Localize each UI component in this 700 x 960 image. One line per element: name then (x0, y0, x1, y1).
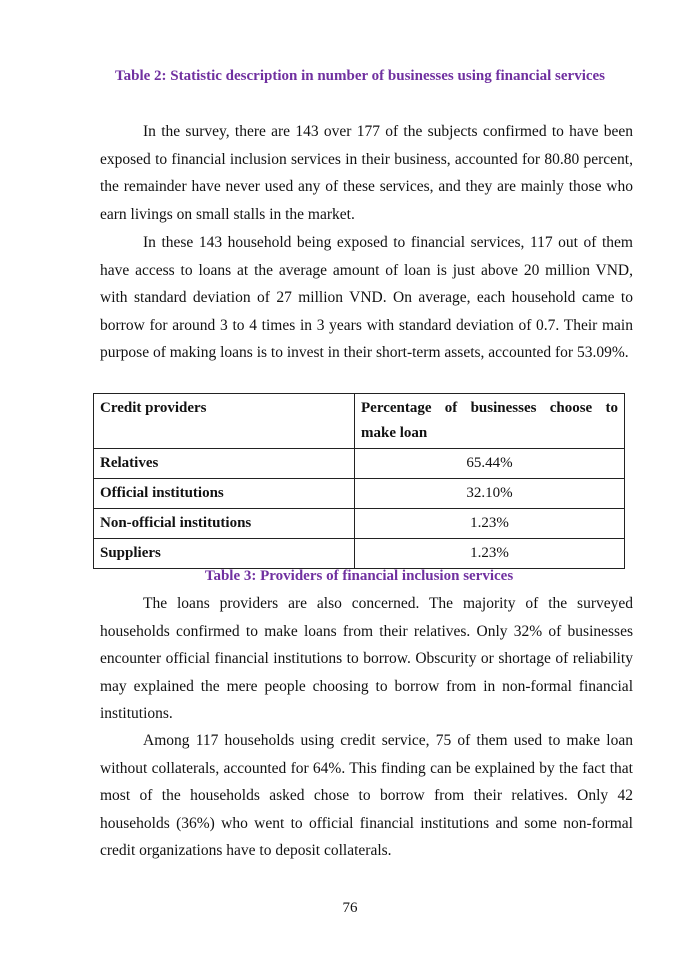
table3-caption: Table 3: Providers of financial inclusion services (204, 568, 514, 584)
paragraph-collaterals (100, 727, 633, 865)
provider-name: Relatives (94, 449, 355, 479)
provider-percent: 1.23% (355, 539, 625, 569)
header-credit-providers: Credit providers (94, 394, 355, 449)
paragraph-text: In the survey, there are 143 over 177 of the subjects confirmed to have been exposed to financial inclusion services in their business, accounted for 80.80 percent, the remainder have never used any of these services, and they are mainly those who earn livings on small stalls in the market. (100, 123, 633, 223)
provider-percent: 32.10% (355, 479, 625, 509)
table-row (94, 449, 625, 479)
paragraph-text: Among 117 households using credit service, 75 of them used to make loan without collaterals, accounted for 64%. This finding can be explained by the fact that most of the households asked chose to borrow from their relatives. Only 42 households (36%) who went to official financial institutions and some non-formal credit organizations have to deposit collaterals. (100, 732, 633, 860)
paragraph-survey-exposure (100, 118, 633, 228)
paragraph-loan-providers (100, 590, 633, 728)
table-header-row (94, 394, 625, 449)
table2-caption: Table 2: Statistic description in number of businesses using financial services (114, 68, 606, 84)
provider-name: Non-official institutions (94, 509, 355, 539)
table-row (94, 479, 625, 509)
paragraph-loan-access (100, 229, 633, 367)
provider-percent: 65.44% (355, 449, 625, 479)
credit-providers-table (93, 393, 625, 569)
paragraph-text: The loans providers are also concerned. The majority of the surveyed households confirmed to make loans from their relatives. Only 32% of businesses encounter official financial institutions to borrow. Obscurity or shortage of reliability may explained the mere people choosing to borrow from in non-formal financial institutions. (100, 595, 633, 723)
provider-name: Suppliers (94, 539, 355, 569)
header-percentage: Percentage of businesses choose to make loan (355, 394, 625, 449)
paragraph-text: In these 143 household being exposed to financial services, 117 out of them have access to loans at the average amount of loan is just above 20 million VND, with standard deviation of 27 million VND. On average, each household came to borrow for around 3 to 4 times in 3 years with standard deviation of 0.7. Their main purpose of making loans is to invest in their short-term assets, accounted for 53.09%. (100, 234, 633, 362)
provider-percent: 1.23% (355, 509, 625, 539)
provider-name: Official institutions (94, 479, 355, 509)
page-number: 76 (342, 900, 358, 916)
table-row (94, 509, 625, 539)
